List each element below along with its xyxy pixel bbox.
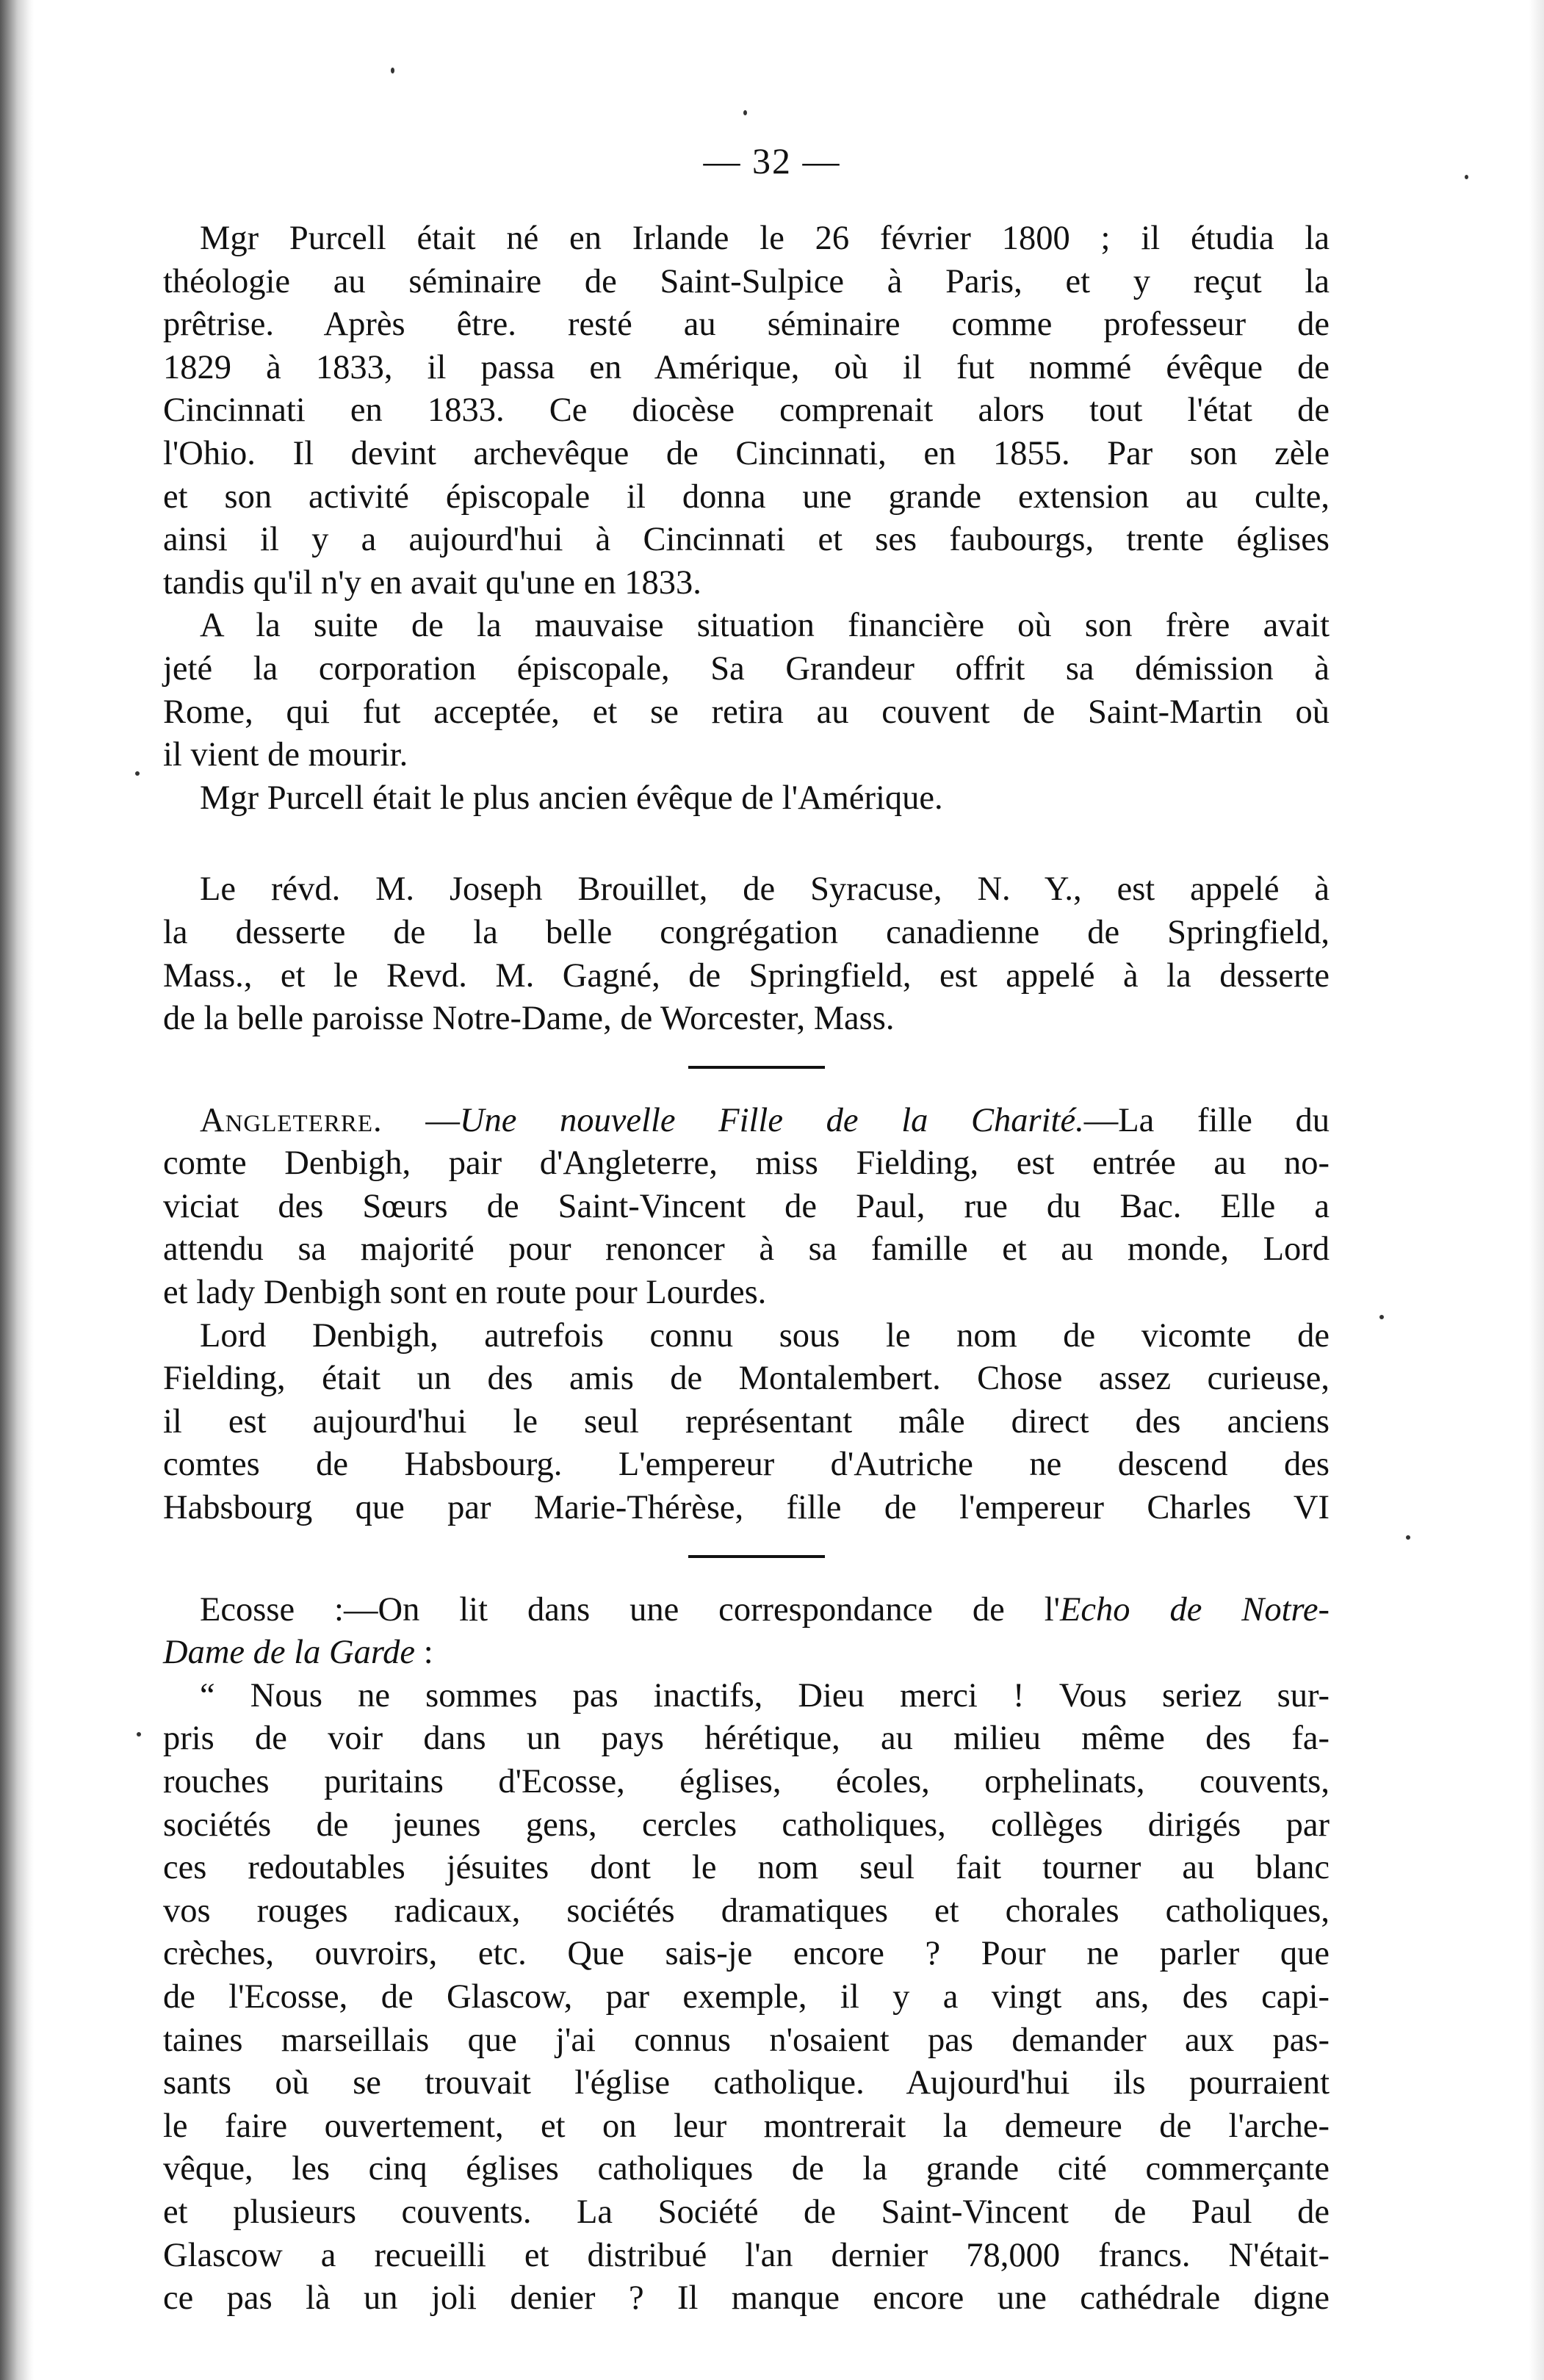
section-rule (163, 1530, 1330, 1589)
scan-speck (743, 110, 747, 115)
text-run: —On lit dans une correspondance de l' (343, 1590, 1060, 1629)
text-line: Cincinnati en 1833. Ce diocèse comprenait alors tout l'état de (163, 392, 1330, 430)
scan-speck (1379, 1315, 1384, 1319)
text-line: ces redoutables jésuites dont le nom seul fait tourner au blanc (163, 1849, 1330, 1887)
text-line (163, 1631, 1330, 1675)
publication-title: Echo de Notre- (1060, 1590, 1330, 1629)
paragraph-denbigh (163, 1315, 1330, 1530)
text-line: tandis qu'il n'y en avait qu'une en 1833. (163, 563, 701, 602)
paragraph-quote (163, 1675, 1330, 2320)
page-edge (1529, 0, 1544, 2380)
text-line: Mass., et le Revd. M. Gagné, de Springfield, est appelé à la desserte (163, 956, 1330, 995)
text-line: attendu sa majorité pour renoncer à sa famille et au monde, Lord (163, 1230, 1330, 1269)
text-line: Rome, qui fut acceptée, et se retira au couvent de Saint-Martin où (163, 693, 1330, 731)
section-title: Une nouvelle Fille de la Charité. (459, 1101, 1084, 1139)
paragraph-ecosse-intro (163, 1589, 1330, 1675)
text-line: il vient de mourir. (163, 736, 408, 774)
text-line: la desserte de la belle congrégation canadienne de Springfield, (163, 913, 1330, 951)
text-line: comte Denbigh, pair d'Angleterre, miss Fielding, est entrée au no- (163, 1144, 1330, 1183)
text-line: crèches, ouvroirs, etc. Que sais-je encore ? Pour ne parler que (163, 1935, 1330, 1973)
scan-speck (135, 771, 140, 776)
paragraph-angleterre (163, 1100, 1330, 1315)
text-line: Mgr Purcell était le plus ancien évêque de l'Amérique. (200, 779, 943, 817)
text-line (163, 1100, 1330, 1143)
text-line: viciat des Sœurs de Saint-Vincent de Paul, rue du Bac. Elle a (163, 1187, 1330, 1225)
text-line: de l'Ecosse, de Glascow, par exemple, il y a vingt ans, des capi- (163, 1977, 1330, 2016)
text-line: et plusieurs couvents. La Société de Saint-Vincent de Paul de (163, 2193, 1330, 2231)
publication-title: Dame de la Garde (163, 1634, 416, 1672)
page-number: — 32 — (703, 140, 841, 181)
text-line: Habsbourg que par Marie-Thérèse, fille de l'empereur Charles VI (163, 1489, 1330, 1527)
section-label: Angleterre. (200, 1101, 383, 1139)
divider (688, 1555, 825, 1558)
text-line: Lord Denbigh, autrefois connu sous le nom de vicomte de (200, 1316, 1330, 1355)
scan-speck (391, 68, 394, 73)
text-line: prêtrise. Après être. resté au séminaire comme professeur de (163, 306, 1330, 344)
text-line: vos rouges radicaux, sociétés dramatiques et chorales catholiques, (163, 1892, 1330, 1930)
section-gap (163, 820, 1330, 868)
text-line: rouches puritains d'Ecosse, églises, écoles, orphelinats, couvents, (163, 1763, 1330, 1800)
section-rule (163, 1041, 1330, 1100)
text-line: vêque, les cinq églises catholiques de la grande cité commerçante (163, 2150, 1330, 2188)
text-line: pris de voir dans un pays hérétique, au milieu même des fa- (163, 1720, 1330, 1758)
text-line: le faire ouvertement, et on leur montrerait la demeure de l'arche- (163, 2107, 1330, 2145)
text-line: “ Nous ne sommes pas inactifs, Dieu merci ! Vous seriez sur- (200, 1676, 1330, 1714)
scan-speck (1465, 175, 1468, 179)
text-line: 1829 à 1833, il passa en Amérique, où il fut nommé évêque de (163, 348, 1330, 386)
text-line: ainsi il y a aujourd'hui à Cincinnati et ses faubourgs, trente églises (163, 521, 1330, 559)
text-line: théologie au séminaire de Saint-Sulpice à Paris, et y reçut la (163, 262, 1330, 300)
text-line: ce pas là un joli denier ? Il manque encore une cathédrale digne (163, 2279, 1330, 2318)
text-line: A la suite de la mauvaise situation financière où son frère avait (200, 607, 1330, 645)
text-line: Le révd. M. Joseph Brouillet, de Syracuse, N. Y., est appelé à (200, 870, 1330, 909)
binding-shadow (0, 0, 34, 2380)
text-line: de la belle paroisse Notre-Dame, de Worcester, Mass. (163, 1000, 895, 1038)
text-line: taines marseillais que j'ai connus n'osaient pas demander aux pas- (163, 2021, 1330, 2059)
text-line: comtes de Habsbourg. L'empereur d'Autriche ne descend des (163, 1446, 1330, 1484)
text-line: Glascow a recueilli et distribué l'an dernier 78,000 francs. N'était- (163, 2236, 1330, 2274)
text-run: : (415, 1634, 433, 1672)
text-run: —La fille du (1083, 1101, 1330, 1139)
dash: — (382, 1101, 460, 1139)
paragraph-resignation (163, 605, 1330, 776)
text-line: Fielding, était un des amis de Montalembert. Chose assez curieuse, (163, 1360, 1330, 1398)
text-line: sants où se trouvait l'église catholique. Aujourd'hui ils pourraient (163, 2064, 1330, 2102)
paragraph-appointments (163, 868, 1330, 1040)
section-label: Ecosse : (200, 1590, 344, 1629)
text-line: l'Ohio. Il devint archevêque de Cincinnati, en 1855. Par son zèle (163, 434, 1330, 472)
paragraph-purcell-bio (163, 217, 1330, 605)
scan-speck (1406, 1535, 1410, 1540)
scan-speck (137, 1732, 141, 1737)
text-line: et son activité épiscopale il donna une grande extension au culte, (163, 477, 1330, 516)
text-line: et lady Denbigh sont en route pour Lourdes. (163, 1274, 767, 1312)
text-line (163, 1589, 1330, 1632)
text-line: il est aujourd'hui le seul représentant mâle direct des anciens (163, 1402, 1330, 1440)
text-line: Mgr Purcell était né en Irlande le 26 février 1800 ; il étudia la (200, 220, 1330, 257)
divider (688, 1066, 825, 1069)
text-line: sociétés de jeunes gens, cercles catholiques, collèges dirigés par (163, 1806, 1330, 1844)
paragraph-oldest-bishop (163, 777, 1330, 821)
body-text (163, 217, 1330, 2320)
text-line: jeté la corporation épiscopale, Sa Grandeur offrit sa démission à (163, 649, 1330, 688)
